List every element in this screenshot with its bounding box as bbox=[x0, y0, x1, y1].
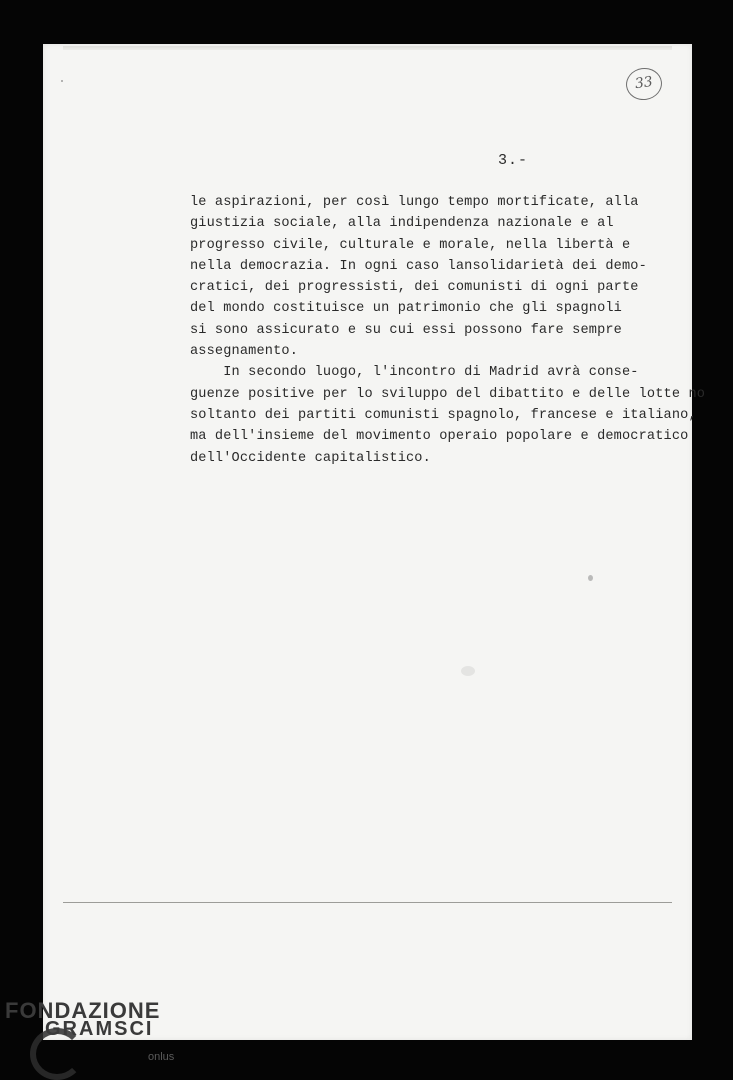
text-line: nella democrazia. In ogni caso lansolidarietà dei demo- bbox=[190, 258, 647, 274]
paper-stain bbox=[461, 666, 475, 676]
watermark-line1: FONDAZIONE bbox=[5, 998, 161, 1023]
text-line: progresso civile, culturale e morale, nella libertà e bbox=[190, 237, 631, 253]
text-line: guenze positive per lo sviluppo del dibattito e delle lotte no bbox=[190, 386, 706, 402]
paper-speck bbox=[61, 80, 63, 82]
text-line: cratici, dei progressisti, dei comunisti di ogni parte bbox=[190, 280, 639, 296]
watermark-line2: GRAMSCI bbox=[45, 1018, 154, 1040]
top-edge-shadow bbox=[63, 46, 672, 50]
paper-speck bbox=[588, 575, 593, 581]
text-line: si sono assicurato e su cui essi possono fare sempre bbox=[190, 322, 622, 338]
text-line: giustizia sociale, alla indipendenza nazionale e al bbox=[190, 216, 614, 232]
text-line: assegnamento. bbox=[190, 344, 298, 360]
text-line: soltanto dei partiti comunisti spagnolo, francese e italiano, bbox=[190, 407, 697, 423]
watermark-sub: onlus bbox=[148, 1051, 175, 1063]
text-line: del mondo costituisce un patrimonio che gli spagnoli bbox=[190, 301, 622, 317]
text-line: ma dell'insieme del movimento operaio popolare e democratico bbox=[190, 429, 689, 445]
document-page bbox=[43, 44, 706, 1040]
watermark-logo bbox=[5, 998, 160, 1041]
text-line: In secondo luogo, l'incontro di Madrid avrà conse- bbox=[190, 365, 639, 381]
text-line: le aspirazioni, per così lungo tempo mortificate, alla bbox=[190, 195, 639, 210]
bottom-rule bbox=[63, 902, 672, 903]
body-text bbox=[190, 192, 710, 469]
page-number: 3.- bbox=[498, 152, 529, 169]
folio-number: 33 bbox=[633, 73, 654, 93]
folio-stamp bbox=[624, 66, 664, 103]
text-line: dell'Occidente capitalistico. bbox=[190, 450, 431, 466]
